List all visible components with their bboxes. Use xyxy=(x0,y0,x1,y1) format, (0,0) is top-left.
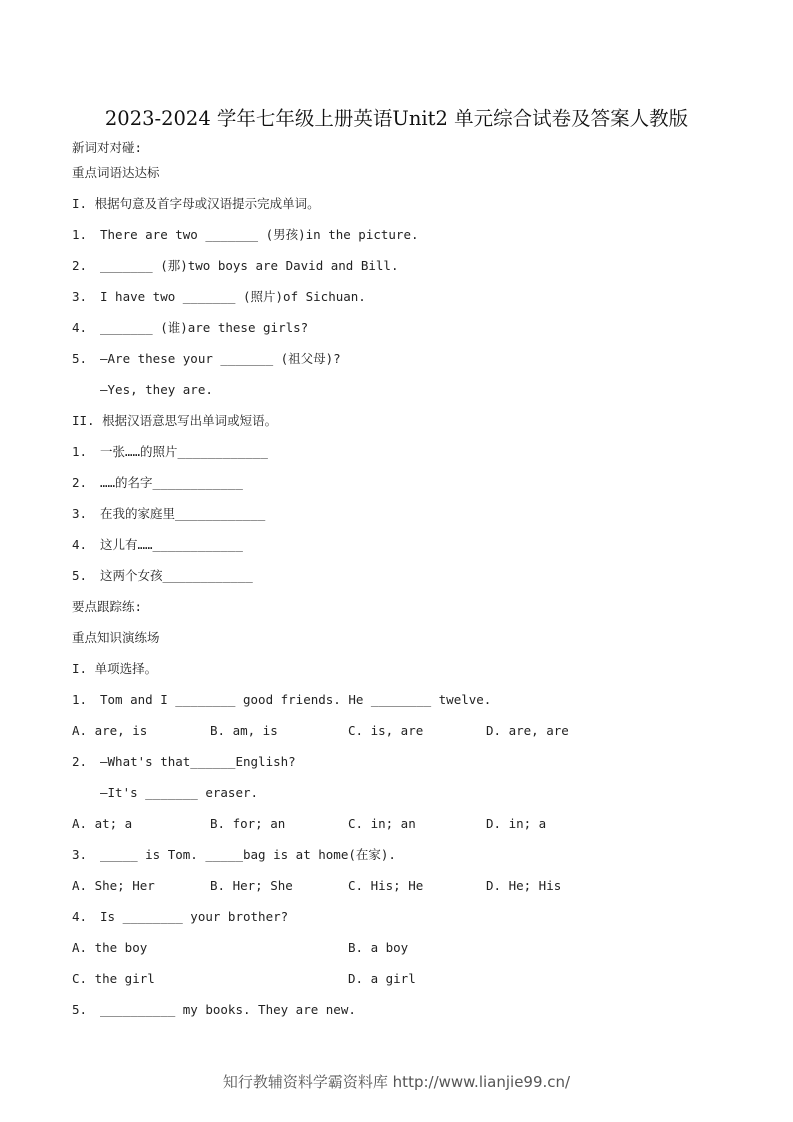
part-title: I. 根据句意及首字母或汉语提示完成单词。 xyxy=(72,196,320,211)
question-item xyxy=(72,1000,732,1031)
question-number: 2. xyxy=(72,258,88,273)
question-text: 在我的家庭里____________ xyxy=(100,506,266,521)
part-title: I. 单项选择。 xyxy=(72,661,158,676)
dialogue-answer: —It's _______ eraser. xyxy=(100,785,259,800)
option-a: A. She; Her xyxy=(72,878,155,893)
question-item xyxy=(72,442,732,473)
option-d: D. a girl xyxy=(348,971,416,986)
answer-options xyxy=(72,876,732,907)
question-item xyxy=(72,535,732,566)
question-item xyxy=(72,473,732,504)
question-number: 3. xyxy=(72,847,88,862)
question-text: 一张……的照片____________ xyxy=(100,444,268,459)
footer-watermark: 知行教辅资料学霸资料库 http://www.lianjie99.cn/ xyxy=(222,1073,571,1091)
question-item xyxy=(72,752,732,783)
dialogue-answer: —Yes, they are. xyxy=(100,382,213,397)
worksheet-content xyxy=(72,138,732,1031)
part-title: II. 根据汉语意思写出单词或短语。 xyxy=(72,413,278,428)
question-number: 4. xyxy=(72,537,88,552)
option-c: C. in; an xyxy=(348,816,416,831)
question-number: 2. xyxy=(72,475,88,490)
section-subheading: 重点知识演练场 xyxy=(72,630,160,645)
question-text: —Are these your _______ (祖父母)? xyxy=(100,351,341,366)
question-text: ……的名字____________ xyxy=(100,475,243,490)
question-text: _______ (谁)are these girls? xyxy=(100,320,309,335)
question-number: 4. xyxy=(72,320,88,335)
section-heading: 新词对对碰: xyxy=(72,140,143,155)
question-text: Tom and I ________ good friends. He ________ twelve. xyxy=(100,692,492,707)
option-a: A. the boy xyxy=(72,940,148,955)
question-number: 5. xyxy=(72,568,88,583)
option-c: C. the girl xyxy=(72,971,155,986)
page-title: 2023-2024 学年七年级上册英语Unit2 单元综合试卷及答案人教版 xyxy=(104,107,689,130)
option-b: B. am, is xyxy=(210,723,278,738)
question-number: 3. xyxy=(72,506,88,521)
question-number: 2. xyxy=(72,754,88,769)
question-text: _____ is Tom. _____bag is at home(在家). xyxy=(100,847,396,862)
section-heading: 要点跟踪练: xyxy=(72,599,143,614)
question-item xyxy=(72,287,732,318)
answer-options xyxy=(72,969,732,1000)
question-item xyxy=(72,690,732,721)
question-text: —What's that______English? xyxy=(100,754,296,769)
option-c: C. His; He xyxy=(348,878,424,893)
question-item xyxy=(72,907,732,938)
question-number: 1. xyxy=(72,444,88,459)
answer-options xyxy=(72,721,732,752)
question-item xyxy=(72,349,732,380)
question-item xyxy=(72,845,732,876)
question-item xyxy=(72,256,732,287)
option-d: D. are, are xyxy=(486,723,569,738)
question-item xyxy=(72,225,732,256)
section-subheading: 重点词语达达标 xyxy=(72,165,160,180)
answer-options xyxy=(72,814,732,845)
question-text: 这儿有……____________ xyxy=(100,537,243,552)
option-d: D. He; His xyxy=(486,878,562,893)
question-text: Is ________ your brother? xyxy=(100,909,289,924)
question-text: _______ (那)two boys are David and Bill. xyxy=(100,258,399,273)
option-d: D. in; a xyxy=(486,816,547,831)
question-number: 3. xyxy=(72,289,88,304)
question-text: 这两个女孩____________ xyxy=(100,568,253,583)
question-text: __________ my books. They are new. xyxy=(100,1002,356,1017)
question-item xyxy=(72,318,732,349)
option-a: A. at; a xyxy=(72,816,133,831)
option-b: B. a boy xyxy=(348,940,409,955)
answer-options xyxy=(72,938,732,969)
option-c: C. is, are xyxy=(348,723,424,738)
option-b: B. for; an xyxy=(210,816,286,831)
question-text: There are two _______ (男孩)in the picture. xyxy=(100,227,419,242)
option-b: B. Her; She xyxy=(210,878,293,893)
option-a: A. are, is xyxy=(72,723,148,738)
question-number: 5. xyxy=(72,351,88,366)
question-number: 4. xyxy=(72,909,88,924)
question-number: 1. xyxy=(72,692,88,707)
question-item xyxy=(72,504,732,535)
question-number: 1. xyxy=(72,227,88,242)
question-item xyxy=(72,566,732,597)
question-number: 5. xyxy=(72,1002,88,1017)
question-text: I have two _______ (照片)of Sichuan. xyxy=(100,289,366,304)
